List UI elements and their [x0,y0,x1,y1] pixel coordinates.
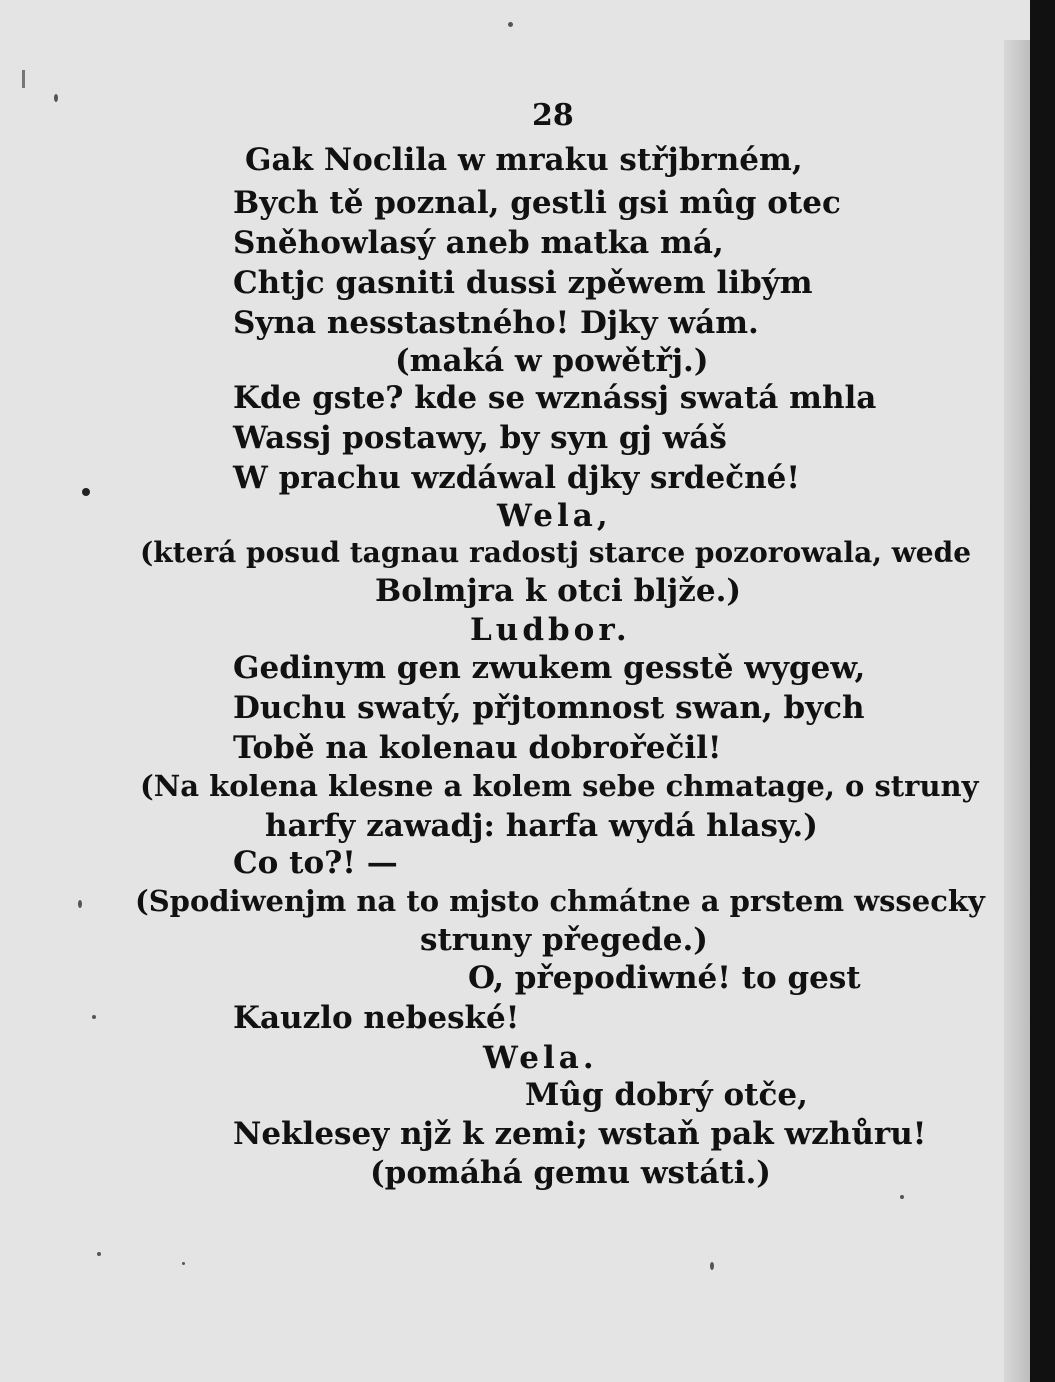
verse-line: Kauzlo nebeské! [233,1000,520,1036]
scan-speck [508,22,513,27]
verse-line: O, přepodiwné! to gest [468,960,861,996]
scan-speck [54,94,58,102]
speaker-name: Wela. [483,1040,598,1076]
verse-line: Duchu swatý, přjtomnost swan, bych [233,690,865,726]
scan-speck [92,1015,96,1019]
stage-direction: (Na kolena klesne a kolem sebe chmatage, o struny [140,769,979,803]
stage-direction: (Spodiwenjm na to mjsto chmátne a prstem wssecky [135,884,985,918]
verse-line: Mûg dobrý otče, [525,1077,808,1113]
scan-speck [78,900,82,908]
verse-line: Gak Noclila w mraku střjbrném, [245,142,803,178]
stage-direction: Bolmjra k otci bljže.) [375,573,742,609]
verse-line: Kde gste? kde se wznássj swatá mhla [233,380,877,416]
page-number: 28 [532,98,574,133]
scan-speck [710,1262,714,1270]
stage-direction: harfy zawadj: harfa wydá hlasy.) [265,808,818,844]
verse-line: Neklesey njž k zemi; wstaň pak wzhůru! [233,1116,927,1152]
scan-mark [22,70,25,88]
verse-line: Bych tě poznal, gestli gsi mûg otec [233,185,841,221]
verse-line: Gedinym gen zwukem gesstě wygew, [233,650,866,686]
scan-speck [900,1195,904,1199]
verse-line: Chtjc gasniti dussi zpěwem libým [233,265,813,301]
scan-speck [97,1252,101,1256]
scan-speck [182,1262,185,1265]
verse-line: W prachu wzdáwal djky srdečné! [233,460,800,496]
stage-direction: (pomáhá gemu wstáti.) [370,1155,771,1191]
verse-line: Syna nesstastného! Djky wám. [233,305,759,341]
verse-line: Co to?! — [233,845,398,881]
speaker-name: Ludbor. [470,612,631,648]
verse-line: Tobě na kolenau dobrořečil! [233,730,722,766]
verse-line: Sněhowlasý aneb matka má, [233,225,724,261]
stage-direction: (která posud tagnau radostj starce pozorowala, wede [140,536,972,569]
scan-border [1030,0,1055,1382]
speaker-name: Wela, [497,498,612,534]
stage-direction: (maká w powětřj.) [395,343,709,379]
verse-line: Wassj postawy, by syn gj wáš [233,420,727,456]
stage-direction: struny přegede.) [420,922,708,958]
scan-speck [82,488,90,496]
